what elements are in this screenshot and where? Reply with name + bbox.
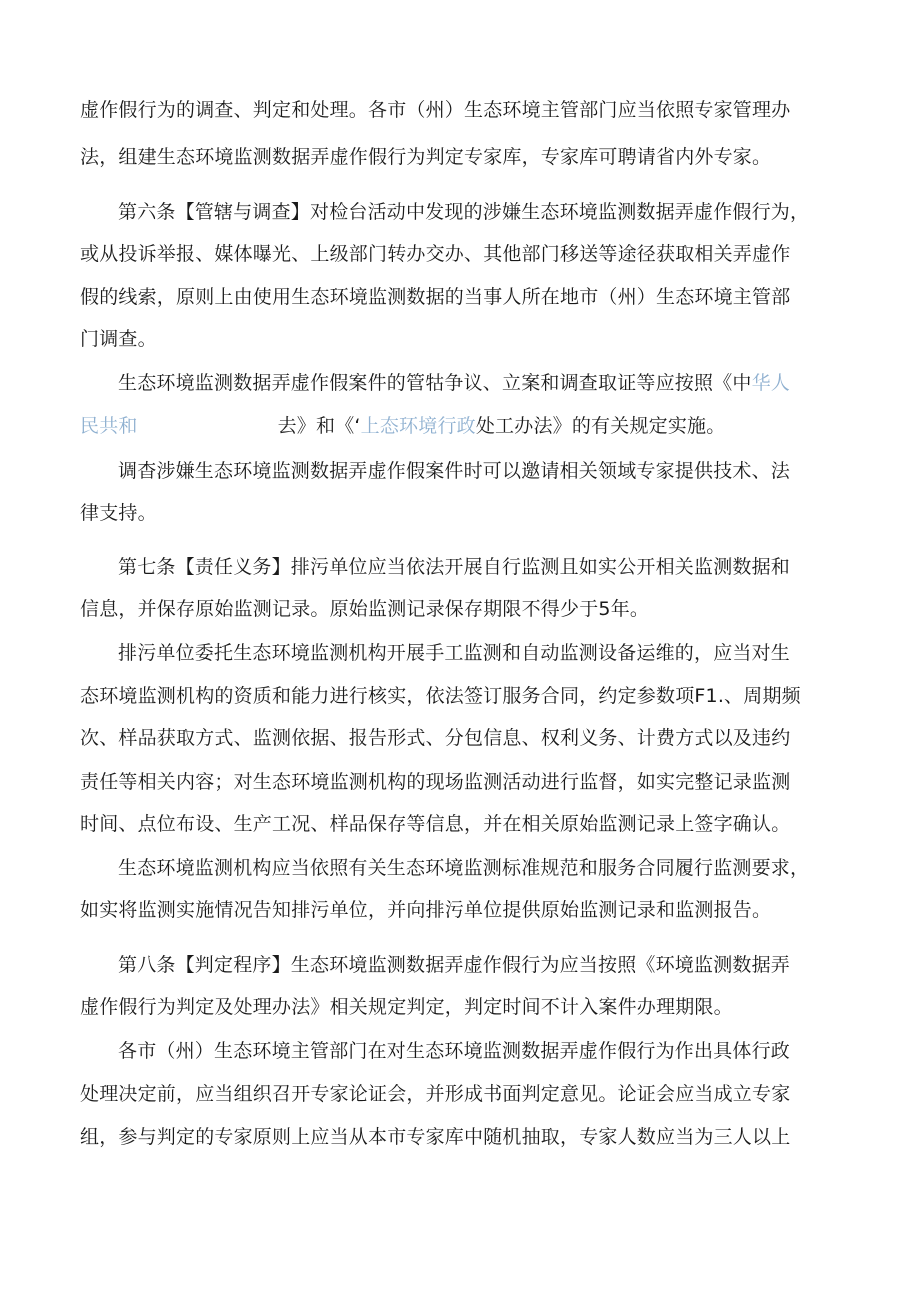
text-line: 责任等相关内容；对生态环境监测机构的现场监测活动进行监督，如实完整记录监测 (80, 771, 791, 793)
text-line: 时间、点位布设、生产工况、样品保存等信息，并在相关原始监测记录上签字确认。 (80, 813, 791, 835)
text-line (80, 415, 725, 437)
article-7-line: 第七条【责任义务】排污单位应当依法开展自行监测且如实公开相关监测数据和 (118, 556, 791, 578)
text-line: 各市（州）生态环境主管部门在对生态环境监测数据弄虚作假行为作出具体行政 (118, 1040, 791, 1062)
text-line: 或从投诉举报、媒体曝光、上级部门转办交办、其他部门移送等途径获取相关弄虚作 (80, 243, 791, 265)
text-line: 法，组建生态环境监测数据弄虚作假行为判定专家库，专家库可聘请省内外专家。 (80, 146, 772, 168)
text-line: 虚作假行为判定及处理办法》相关规定判定，判定时间不计入案件办理期限。 (80, 996, 733, 1018)
text-line: 门调查。 (80, 328, 157, 350)
text-line: 生态环境监测机构应当依照有关生态环境监测标准规范和服务合同履行监测要求， (118, 857, 810, 879)
text-line (118, 372, 790, 394)
text-line: 次、样品获取方式、监测依据、报告形式、分包信息、权利义务、计费方式以及违约 (80, 727, 791, 749)
text-line: 排污单位委托生态环境监测机构开展手工监测和自动监测设备运维的，应当对生 (118, 642, 791, 664)
text-line: 处理决定前，应当组织召开专家论证会，并形成书面判定意见。论证会应当成立专家 (80, 1083, 791, 1105)
text-line: 调杳涉嫌生态环境监测数据弄虚作假案件时可以邀请相关领域专家提供技术、法 (118, 460, 791, 482)
article-8-line: 第八条【判定程序】生态环境监测数据弄虚作假行为应当按照《环境监测数据弄 (118, 954, 791, 976)
text-line: 假的线索，原则上由使用生态环境监测数据的当事人所在地市（州）生态环境主管部 (80, 286, 791, 308)
text-line: 律支持。 (80, 502, 157, 524)
text-line: 信息，并保存原始监测记录。原始监测记录保存期限不得少于5年。 (80, 598, 650, 620)
article-6-line: 第六条【管辖与调查】对检台活动中发现的涉嫌生态环境监测数据弄虚作假行为， (118, 201, 810, 223)
text-line: 组，参与判定的专家原则上应当从本市专家库中随机抽取，专家人数应当为三人以上 (80, 1126, 791, 1148)
text-line: 虚作假行为的调查、判定和处理。各市（州）生态环境主管部门应当依照专家管理办 (80, 99, 791, 121)
text-segment: 生态环境监测数据弄虚作假案件的管牯争议、立案和调查取证等应按照《中 (118, 372, 752, 394)
text-segment: 去》和《‘ (277, 415, 361, 437)
text-line: 如实将监测实施情况告知排污单位，并向排污单位提供原始监测记录和监测报告。 (80, 899, 772, 921)
text-line: 态环境监测机构的资质和能力进行核实，依法签订服务合同，约定参数项F1.、周期频 (80, 685, 801, 707)
text-segment: 处工办法》的有关规定实施。 (475, 415, 726, 437)
faded-text-segment: 上态环境行政 (360, 415, 476, 437)
faded-text-segment: 华人 (751, 372, 791, 394)
faded-text-segment: 民共和 (80, 415, 138, 437)
